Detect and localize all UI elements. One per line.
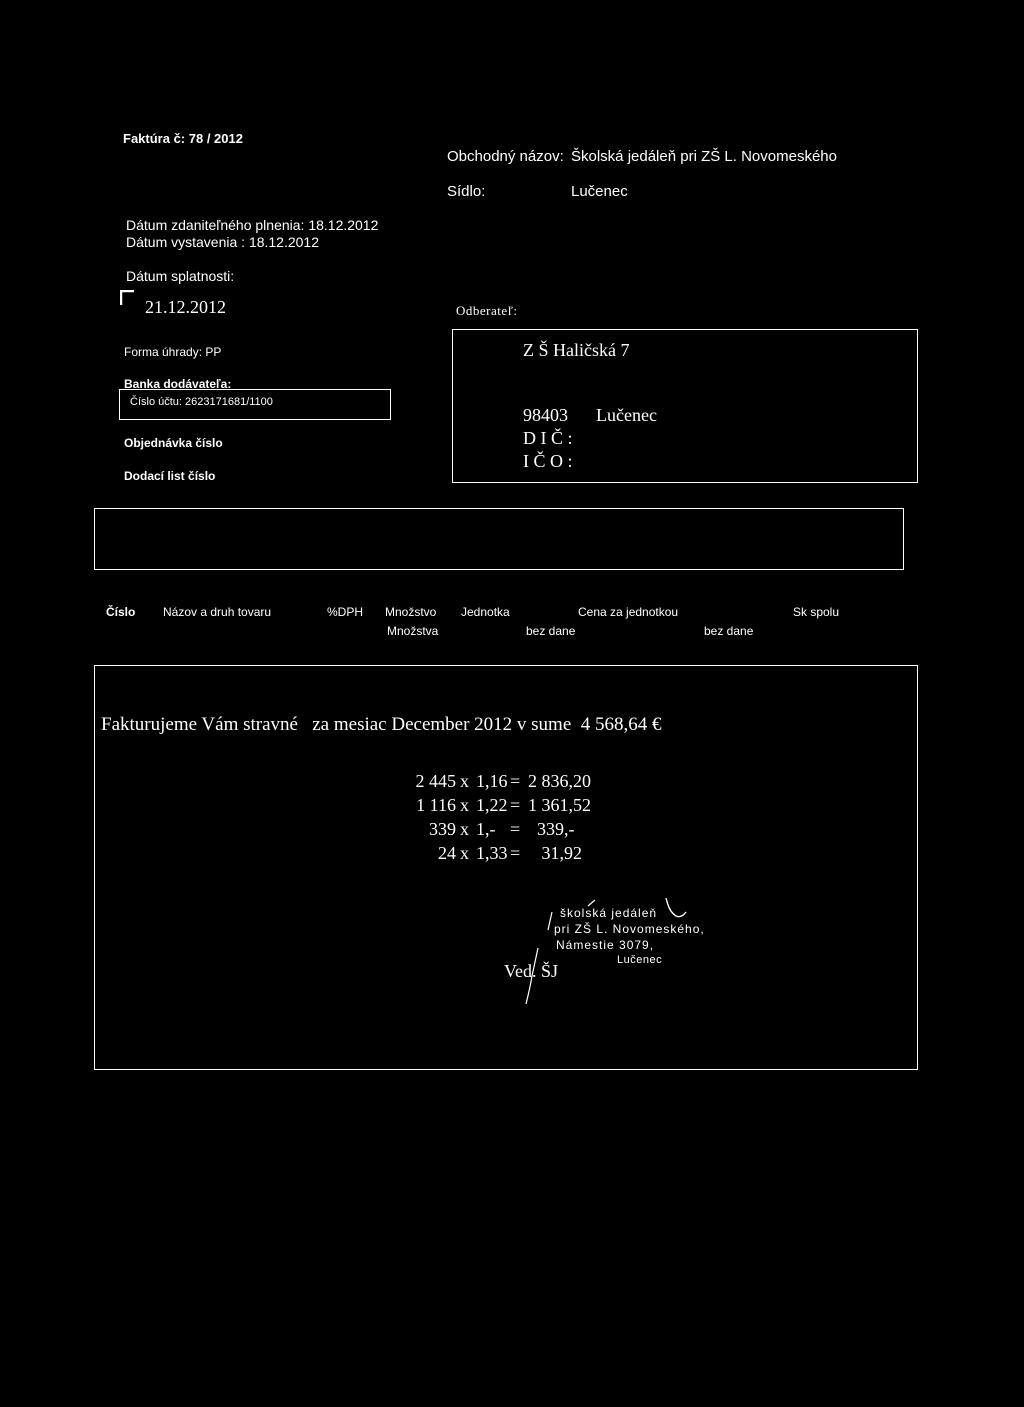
tax-date: Dátum zdaniteľného plnenia: 18.12.2012 [126,217,379,233]
calc-row [368,843,628,865]
calc-price: 1,33 [476,843,508,863]
stamp [490,888,730,1008]
calc-qty: 24 [438,843,456,863]
calculation-list [368,771,628,867]
order-number-label: Objednávka číslo [124,436,223,450]
stamp-line-1: školská jedáleň [560,906,658,920]
calc-x: x [460,819,469,839]
empty-box [94,508,904,570]
trade-name-label: Obchodný názov: [447,148,564,165]
calc-price: 1,22 [476,795,508,815]
calc-row [368,795,628,817]
calc-total: 2 836,20 [528,771,591,791]
invoice-body-box [94,665,918,1070]
customer-dic: D I Č : [523,428,573,448]
column-total: Sk spolu [793,605,840,619]
seat-value: Lučenec [571,183,628,200]
due-date-value: 21.12.2012 [145,297,226,317]
signature-label: Ved. ŠJ [504,961,559,981]
calc-eq: = [510,819,521,839]
column-name: Názov a druh tovaru [163,605,272,619]
customer-box [452,329,918,483]
bank-label: Banka dodávateľa: [124,377,232,391]
payment-form: Forma úhrady: PP [124,345,222,359]
seat-label: Sídlo: [447,183,486,200]
column-quantity: Množstvo [385,605,437,619]
calc-price: 1,- [476,819,496,839]
calc-row [368,771,628,793]
customer-city: Lučenec [596,405,657,425]
customer-name: Z Š Haličská 7 [523,340,630,360]
corner-mark-icon [120,290,136,306]
column-unit: Jednotka [461,605,510,619]
issue-date: Dátum vystavenia : 18.12.2012 [126,234,320,250]
calc-row [368,819,628,841]
calc-price: 1,16 [476,771,508,791]
stamp-line-2: pri ZŠ L. Novomeského, [554,922,705,936]
calc-total: 1 361,52 [528,795,591,815]
calc-total: 31,92 [528,843,582,863]
column-unit-price: Cena za jednotkou [578,605,679,619]
due-date-label: Dátum splatnosti: [126,268,235,284]
calc-x: x [460,795,469,815]
calc-eq: = [510,795,521,815]
calc-qty: 2 445 [415,771,456,791]
stamp-line-4: Lučenec [617,954,663,966]
column-no-tax-2: bez dane [704,624,754,638]
stamp-line-3: Námestie 3079, [556,938,655,952]
column-quantity-sub: Množstva [387,624,439,638]
customer-ico: I Č O : [523,451,573,471]
invoice-number: Faktúra č: 78 / 2012 [123,131,243,146]
calc-x: x [460,771,469,791]
calc-eq: = [510,771,521,791]
calc-eq: = [510,843,521,863]
customer-label: Odberateľ: [456,303,518,318]
column-vat: %DPH [327,605,364,619]
column-number: Číslo [106,605,136,619]
column-no-tax-1: bez dane [526,624,576,638]
account-number: Číslo účtu: 2623171681/1100 [130,396,273,408]
calc-total: 339,- [528,819,575,839]
calc-x: x [460,843,469,863]
trade-name-value: Školská jedáleň pri ZŠ L. Novomeského [571,148,837,165]
calc-qty: 1 116 [416,795,456,815]
account-box [119,389,391,420]
delivery-note-label: Dodací list číslo [124,469,216,483]
invoice-text: Fakturujeme Vám stravné za mesiac December 2012 v sume 4 568,64 € [101,714,662,735]
customer-postal: 98403 [523,405,568,425]
calc-qty: 339 [429,819,456,839]
